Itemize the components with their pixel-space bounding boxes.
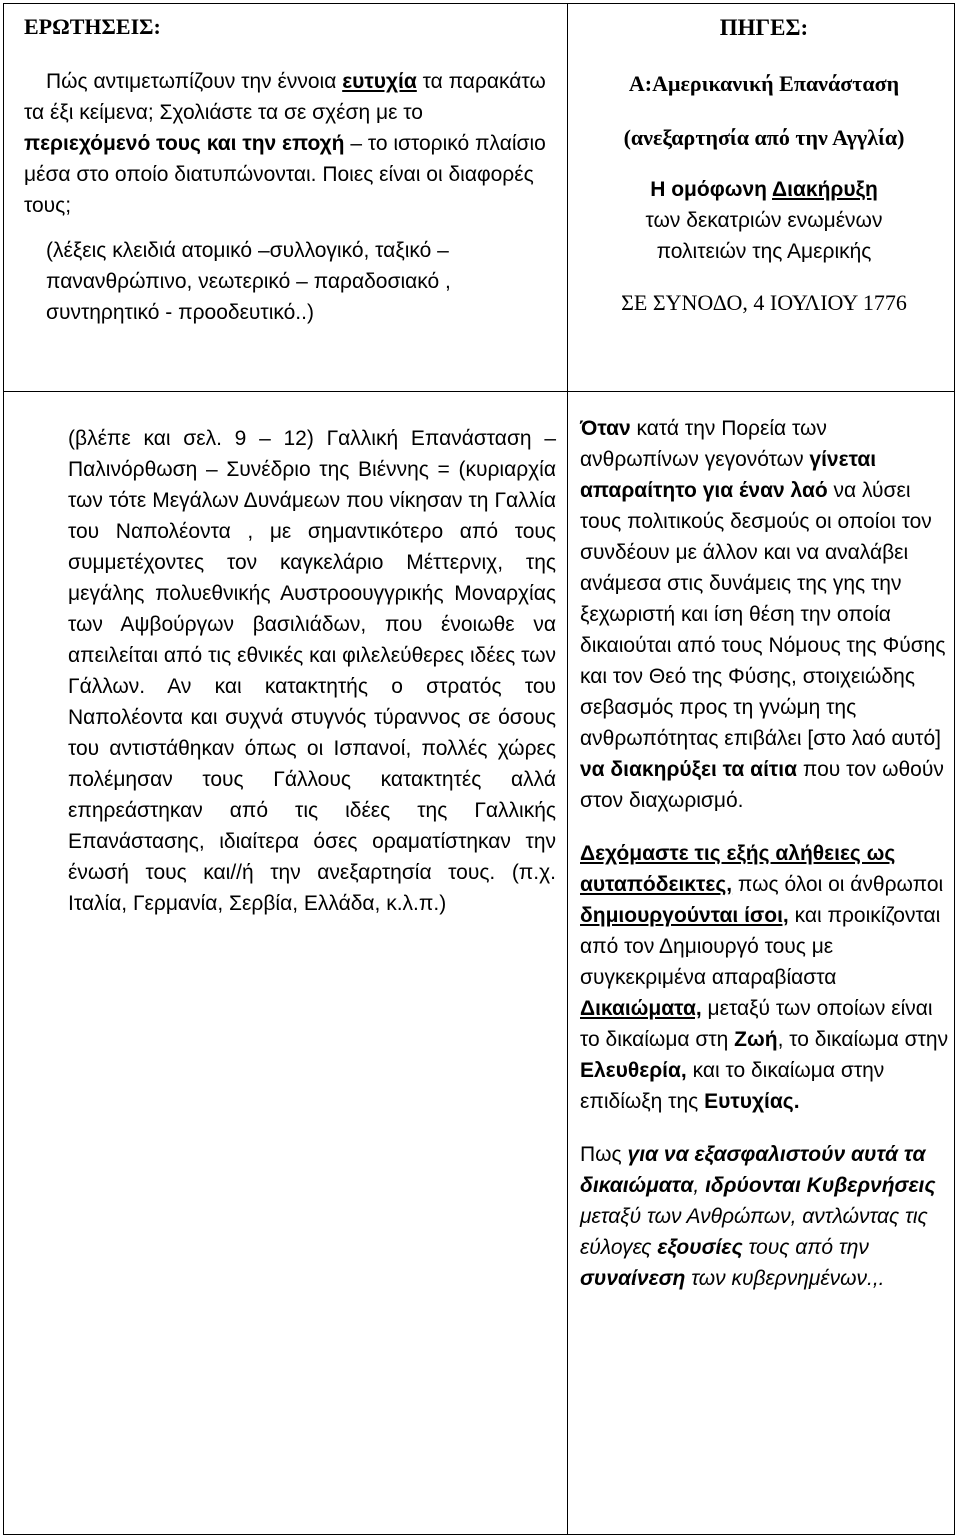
declaration-p1-run: να λύσει τους πολιτικούς δεσμούς οι οποίοι τον συνδέουν με άλλον και να αναλάβει ανάμεσα στις δυνάμεις της γης την ξεχωριστή και ίση θέση την οποία δικαιούται από τους Νόμους της Φύσης και τον Θεό της Φύσης, στοιχειώδης σεβασμός προς τη γνώμη της ανθρωπότητας επιβάλει [στο λαό αυτό] bbox=[580, 479, 946, 750]
declaration-p2-run: Ελευθερία, bbox=[580, 1059, 687, 1082]
questions-keywords: (λέξεις κλειδιά ατομικό –συλλογικό, ταξικό – πανανθρώπινο, νεωτερικό – παραδοσιακό , συντηρητικό - προοδευτικό..) bbox=[46, 239, 451, 324]
declaration-p2-run: και το δικαίωμα στην επιδίωξη της bbox=[580, 1059, 885, 1113]
context-cell bbox=[68, 423, 556, 919]
declaration-p2-run: Ευτυχίας. bbox=[704, 1090, 800, 1113]
declaration-date: ΣΕ ΣΥΝΟΔΟ, 4 ΙΟΥΛΙΟΥ 1776 bbox=[621, 290, 907, 315]
declaration-p2-run: πως όλοι οι άνθρωποι bbox=[732, 873, 944, 896]
declaration-p1-run: γίνεται απαραίτητο για έναν λαό bbox=[580, 448, 877, 502]
sources-subtitle: (ανεξαρτησία από την Αγγλία) bbox=[623, 125, 905, 150]
row-divider bbox=[4, 391, 954, 392]
declaration-p1-run: που τον ωθούν στον διαχωρισμό. bbox=[580, 758, 944, 812]
sources-cell bbox=[579, 14, 949, 317]
declaration-cell bbox=[580, 413, 950, 1294]
declaration-preamble bbox=[580, 413, 950, 816]
column-divider bbox=[567, 4, 568, 1534]
declaration-p3-run: ιδρύονται Κυβερνήσεις bbox=[705, 1174, 936, 1197]
declaration-p2-run: μεταξύ των οποίων είναι το δικαίωμα στη bbox=[580, 997, 933, 1051]
declaration-p1-run: να διακηρύξει τα αίτια bbox=[580, 758, 798, 781]
declaration-p2-run: , το δικαίωμα στην bbox=[777, 1028, 949, 1051]
context-text: (βλέπε και σελ. 9 – 12) Γαλλική Επανάσταση – Παλινόρθωση – Συνέδριο της Βιέννης = (κυριαρχία των τότε Μεγάλων Δυνάμεων που νίκησαν τη Γαλλία του Ναπολέοντα , με σημαντικότερο από τους συμμετέχοντες τον καγκελάριο Μέττερνιχ, της μεγάλης πολυεθνικής Αυστροουγγρικής Μοναρχίας των Αψβούργων βασιλιάδων, που ένοιωθε να απειλείται από τις εθνικές και φιλελεύθερες ιδέες των Γάλλων. Αν και κατακτητής ο στρατός του Ναπολέοντα και συχνά στυγνός τύραννος σε όσους του αντιστάθηκαν όπως οι Ισπανοί, πολλές χώρες πολέμησαν τους Γάλλους κατακτητές αλλά επηρεάστηκαν από τις ιδέες της Γαλλικής Επανάστασης, ιδιαίτερα όσες οραματίστηκαν την ένωσή τους και//ή την ανεξαρτησία τους. (π.χ. Ιταλία, Γερμανία, Σερβία, Ελλάδα, κ.λ.π.) bbox=[68, 427, 556, 915]
questions-prompt: Πώς αντιμετωπίζουν την έννοια ευτυχία τα παρακάτω τα έξι κείμενα; Σχολιάστε τα σε σχέση με το περιεχόμενό τους και την εποχή – το ιστορικό πλαίσιο μέσα στο οποίο διατυπώνονται. Ποιες είναι οι διαφορές τους; bbox=[24, 70, 546, 217]
declaration-p3-run: συναίνεση bbox=[580, 1267, 686, 1290]
declaration-governments bbox=[580, 1139, 950, 1294]
sources-heading: ΠΗΓΕΣ: bbox=[719, 15, 809, 40]
sources-title: Α:Αμερικανική Επανάσταση bbox=[628, 71, 900, 96]
keyword-happiness: ευτυχία bbox=[342, 70, 417, 93]
declaration-p3-run: εξουσίες bbox=[657, 1236, 743, 1259]
declaration-p3-run: Πως bbox=[580, 1143, 628, 1166]
declaration-p3-run: μεταξύ των Ανθρώπων, αντλώντας τις εύλογες bbox=[580, 1205, 928, 1259]
questions-heading: ΕΡΩΤΗΣΕΙΣ: bbox=[24, 14, 161, 39]
declaration-p2-run: Δεχόμαστε τις εξής αλήθειες ως αυταπόδεικτες, bbox=[580, 842, 896, 896]
declaration-p2-run: δημιουργούνται ίσοι, bbox=[580, 904, 789, 927]
two-column-table bbox=[3, 3, 955, 1535]
declaration-p3-run: για να εξασφαλιστούν αυτά τα δικαιώματα bbox=[580, 1143, 926, 1197]
declaration-p2-run: Ζωή bbox=[734, 1028, 778, 1051]
declaration-p1-run: κατά την Πορεία των ανθρωπίνων γεγονότων bbox=[580, 417, 827, 471]
declaration-p1-run: Όταν bbox=[580, 417, 631, 440]
declaration-p3-run: τους από την bbox=[742, 1236, 869, 1259]
declaration-title: Η ομόφωνη Διακήρυξη των δεκατριών ενωμένων πολιτειών της Αμερικής bbox=[645, 178, 883, 263]
declaration-p3-run: , bbox=[693, 1174, 706, 1197]
keyword-content-era: περιεχόμενό τους και την εποχή bbox=[24, 132, 345, 155]
declaration-p3-run: των κυβερνημένων.,. bbox=[685, 1267, 885, 1290]
declaration-p2-run: και προικίζονται από τον Δημιουργό τους με συγκεκριμένα απαραβίαστα bbox=[580, 904, 941, 989]
declaration-truths bbox=[580, 838, 950, 1117]
declaration-p2-run: Δικαιώματα, bbox=[580, 997, 702, 1020]
questions-cell bbox=[24, 14, 554, 328]
